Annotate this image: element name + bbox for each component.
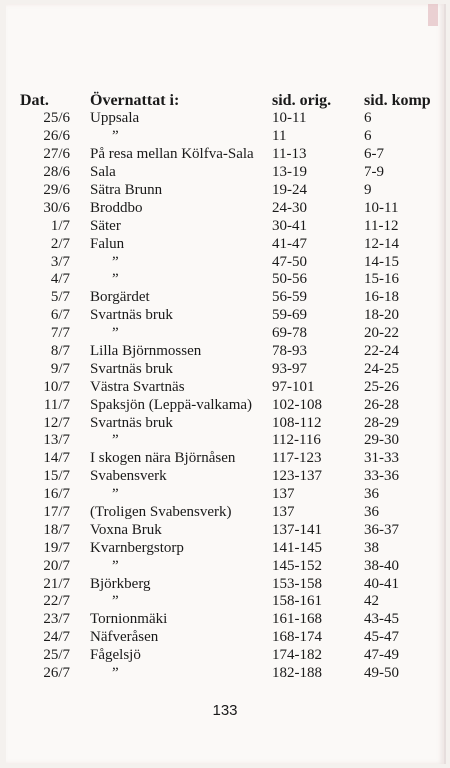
row-place [70, 665, 266, 683]
row-date: 16/7 [43, 486, 70, 503]
row-orig: 19-24 [272, 182, 307, 198]
row-date: 6/7 [50, 307, 70, 324]
row-komp: 38-40 [364, 557, 399, 574]
row-place: Borgärdet [90, 289, 150, 306]
row-place: Säter [90, 217, 121, 234]
table-row [20, 128, 434, 146]
row-orig: 158-161 [272, 593, 322, 610]
row-date: 3/7 [50, 253, 70, 270]
row-komp: 36-37 [364, 521, 399, 538]
row-orig: 59-69 [272, 307, 307, 324]
row-date: 27/6 [43, 146, 70, 163]
ditto-mark: ” [112, 128, 119, 145]
row-date: 26/7 [43, 665, 70, 682]
table-row [20, 164, 434, 182]
row-orig: 13-19 [272, 164, 307, 181]
row-place: I skogen nära Björnåsen [90, 450, 236, 467]
header-date: Dat. [20, 92, 49, 109]
book-page [6, 4, 446, 764]
table-row [20, 593, 434, 611]
row-orig: 56-59 [272, 289, 307, 306]
row-place: (Troligen Svabensverk) [90, 504, 232, 521]
row-orig: 112-116 [272, 432, 321, 449]
row-place: Svartnäs bruk [90, 307, 173, 324]
table-row [20, 539, 434, 557]
table-row [20, 647, 434, 665]
ditto-mark: ” [112, 486, 119, 503]
row-date: 19/7 [43, 539, 70, 556]
row-date: 9/7 [50, 360, 70, 377]
row-komp: 25-26 [364, 378, 399, 395]
row-place: Spaksjön (Leppä-valkama) [90, 396, 253, 413]
row-komp: 12-14 [364, 235, 399, 252]
row-komp: 20-22 [364, 325, 399, 342]
row-place [70, 253, 266, 271]
row-orig: 24-30 [272, 199, 307, 216]
row-komp: 33-36 [364, 468, 399, 485]
row-orig: 137 [272, 486, 295, 503]
header-orig: sid. orig. [272, 92, 332, 109]
row-date: 4/7 [50, 271, 70, 288]
table-row [20, 182, 434, 200]
row-place: På resa mellan Kölfva-Sala [90, 146, 254, 163]
row-komp: 49-50 [364, 665, 399, 682]
table-row [20, 450, 434, 468]
row-date: 29/6 [43, 182, 70, 198]
row-place: Svabensverk [90, 468, 167, 485]
row-date: 7/7 [50, 325, 70, 342]
row-place: Näfveråsen [90, 629, 159, 646]
header-komp: sid. komp [364, 92, 431, 109]
row-orig: 102-108 [272, 396, 322, 413]
row-date: 20/7 [43, 557, 70, 574]
row-place: Voxna Bruk [90, 521, 162, 538]
table-row [20, 271, 434, 289]
row-place: Falun [90, 235, 125, 252]
row-place [70, 271, 266, 289]
row-place: Uppsala [90, 110, 140, 127]
row-orig: 97-101 [272, 378, 315, 395]
ditto-mark: ” [112, 325, 119, 342]
row-orig: 41-47 [272, 235, 307, 252]
ditto-mark: ” [112, 432, 119, 449]
table-row [20, 235, 434, 253]
row-date: 25/6 [43, 110, 70, 127]
row-orig: 108-112 [272, 414, 322, 431]
row-komp: 6 [364, 128, 372, 145]
row-orig: 47-50 [272, 253, 307, 270]
row-komp: 15-16 [364, 271, 399, 288]
ditto-mark: ” [112, 253, 119, 270]
row-orig: 69-78 [272, 325, 307, 342]
table-row [20, 146, 434, 164]
row-place: Svartnäs bruk [90, 414, 173, 431]
table-row [20, 414, 434, 432]
table-row [20, 504, 434, 522]
row-komp: 47-49 [364, 647, 399, 664]
row-komp: 28-29 [364, 414, 399, 431]
row-orig: 93-97 [272, 360, 307, 377]
page-number: 133 [212, 702, 238, 719]
row-place: Tornionmäki [90, 611, 168, 628]
row-place: Lilla Björnmossen [90, 343, 202, 360]
row-orig: 153-158 [272, 575, 322, 592]
table-row [20, 307, 434, 325]
row-komp: 6 [364, 110, 372, 127]
row-place: Svartnäs bruk [90, 360, 173, 377]
row-komp: 6-7 [364, 146, 384, 163]
row-orig: 168-174 [272, 629, 322, 646]
row-date: 24/7 [43, 629, 70, 646]
row-orig: 30-41 [272, 217, 307, 234]
row-date: 17/7 [43, 504, 70, 521]
row-komp: 26-28 [364, 396, 399, 413]
row-date: 15/7 [43, 468, 70, 485]
row-date: 5/7 [50, 289, 70, 306]
row-komp: 10-11 [364, 199, 399, 216]
row-place: Björkberg [90, 575, 151, 592]
row-place [70, 486, 266, 504]
row-date: 8/7 [50, 343, 70, 360]
ditto-mark: ” [112, 593, 119, 610]
row-place [70, 557, 266, 575]
table-row [20, 521, 434, 539]
row-date: 23/7 [43, 611, 70, 628]
table-row [20, 665, 434, 683]
row-date: 14/7 [43, 450, 70, 467]
row-date: 13/7 [43, 432, 70, 449]
row-date: 10/7 [43, 378, 70, 395]
row-date: 1/7 [50, 217, 70, 234]
row-komp: 38 [364, 539, 379, 556]
row-komp: 16-18 [364, 289, 399, 306]
row-komp: 42 [364, 593, 379, 610]
row-komp: 36 [364, 504, 379, 521]
row-orig: 161-168 [272, 611, 322, 628]
header-place: Övernattat i: [90, 92, 180, 109]
row-orig: 11-13 [272, 146, 307, 163]
ditto-mark: ” [112, 665, 119, 682]
row-komp: 9 [364, 182, 372, 198]
row-komp: 29-30 [364, 432, 399, 449]
table-row [20, 110, 434, 128]
table-row [20, 217, 434, 235]
row-place: Kvarnbergstorp [90, 539, 184, 556]
table-row [20, 611, 434, 629]
row-place: Broddbo [90, 199, 143, 216]
row-komp: 22-24 [364, 343, 399, 360]
row-orig: 182-188 [272, 665, 322, 682]
table-row [20, 629, 434, 647]
table-row [20, 575, 434, 593]
row-date: 21/7 [43, 575, 70, 592]
row-place [70, 325, 266, 343]
row-orig: 145-152 [272, 557, 322, 574]
itinerary-table [20, 90, 434, 683]
row-date: 22/7 [43, 593, 70, 610]
table-row [20, 343, 434, 361]
row-orig: 137 [272, 504, 295, 521]
table-row [20, 432, 434, 450]
row-place: Sala [90, 164, 116, 181]
table-row [20, 360, 434, 378]
ditto-mark: ” [112, 557, 119, 574]
row-komp: 45-47 [364, 629, 399, 646]
row-komp: 40-41 [364, 575, 399, 592]
row-place: Sätra Brunn [90, 182, 163, 198]
table-body [20, 110, 434, 683]
table-row [20, 253, 434, 271]
row-orig: 123-137 [272, 468, 322, 485]
row-date: 28/6 [43, 164, 70, 181]
row-place: Västra Svartnäs [90, 378, 185, 395]
row-komp: 11-12 [364, 217, 399, 234]
row-orig: 11 [272, 128, 287, 145]
row-orig: 78-93 [272, 343, 307, 360]
row-orig: 174-182 [272, 647, 322, 664]
table-row [20, 486, 434, 504]
row-date: 30/6 [43, 199, 70, 216]
row-komp: 24-25 [364, 360, 399, 377]
row-place: Fågelsjö [90, 647, 141, 664]
table-row [20, 468, 434, 486]
row-komp: 36 [364, 486, 379, 503]
table-header-row [20, 90, 434, 110]
row-orig: 50-56 [272, 271, 307, 288]
row-orig: 10-11 [272, 110, 307, 127]
row-place [70, 128, 266, 146]
row-date: 11/7 [43, 396, 70, 413]
row-date: 12/7 [43, 414, 70, 431]
row-orig: 117-123 [272, 450, 322, 467]
row-komp: 43-45 [364, 611, 399, 628]
row-date: 26/6 [43, 128, 70, 145]
row-date: 2/7 [50, 235, 70, 252]
row-komp: 18-20 [364, 307, 399, 324]
row-place [70, 593, 266, 611]
row-komp: 7-9 [364, 164, 384, 181]
ditto-mark: ” [112, 271, 119, 288]
row-orig: 141-145 [272, 539, 322, 556]
row-date: 25/7 [43, 647, 70, 664]
row-date: 18/7 [43, 521, 70, 538]
table-row [20, 378, 434, 396]
table-row [20, 289, 434, 307]
page-edge-mark [428, 4, 438, 26]
row-komp: 14-15 [364, 253, 399, 270]
table-row [20, 557, 434, 575]
table-row [20, 199, 434, 217]
table-row [20, 396, 434, 414]
table-row [20, 325, 434, 343]
row-komp: 31-33 [364, 450, 399, 467]
row-orig: 137-141 [272, 521, 322, 538]
row-place [70, 432, 266, 450]
